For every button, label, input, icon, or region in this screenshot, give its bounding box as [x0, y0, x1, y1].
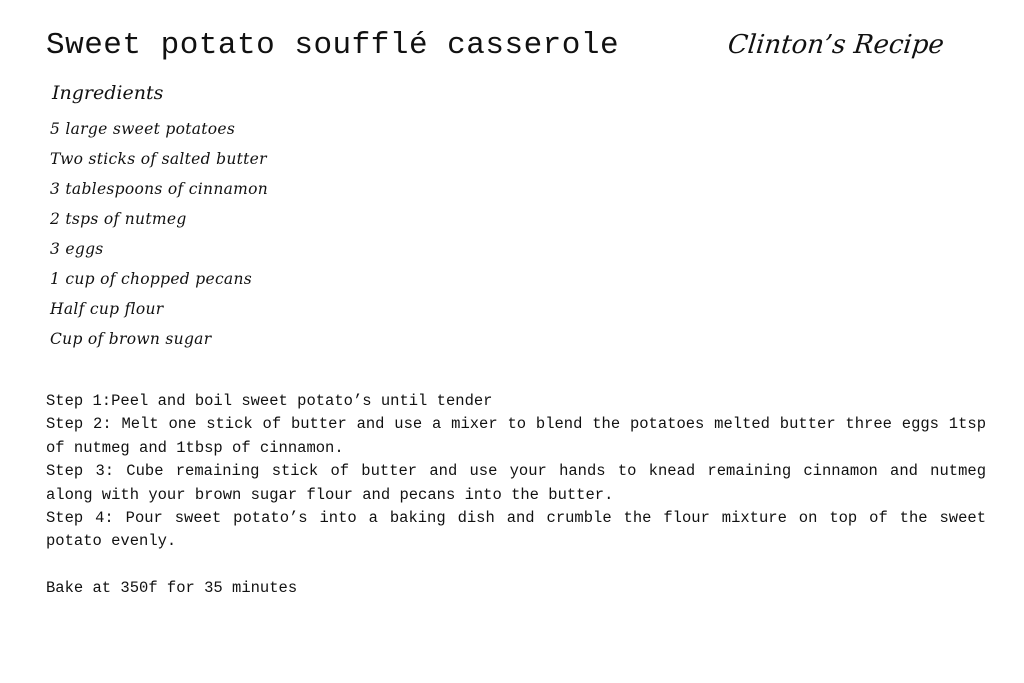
recipe-steps — [46, 390, 986, 554]
ingredient-item: 5 large sweet potatoes — [50, 120, 236, 138]
ingredient-item: 3 eggs — [50, 240, 104, 258]
step-4: Step 4: Pour sweet potato’s into a baking dish and crumble the flour mixture on top of the sweet potato evenly. — [46, 509, 986, 551]
ingredients-heading: Ingredients — [52, 82, 164, 104]
ingredient-item: Cup of brown sugar — [50, 330, 212, 348]
ingredients-list — [50, 114, 268, 354]
ingredient-item: 3 tablespoons of cinnamon — [50, 180, 269, 198]
ingredient-item: Half cup flour — [50, 300, 164, 318]
ingredient-item: Two sticks of salted butter — [50, 150, 267, 168]
ingredient-item: 1 cup of chopped pecans — [50, 270, 253, 288]
step-1: Step 1:Peel and boil sweet potato’s until tender — [46, 392, 493, 410]
step-3: Step 3: Cube remaining stick of butter and use your hands to knead remaining cinnamon and nutmeg along with your brown sugar flour and pecans into the butter. — [46, 462, 986, 504]
recipe-title: Sweet potato soufflé casserole — [46, 28, 620, 63]
bake-instruction: Bake at 350f for 35 minutes — [46, 579, 298, 597]
step-2: Step 2: Melt one stick of butter and use a mixer to blend the potatoes melted butter three eggs 1tsp of nutmeg and 1tbsp of cinnamon. — [46, 415, 986, 457]
ingredient-item: 2 tsps of nutmeg — [50, 210, 187, 228]
recipe-attribution: Clinton’s Recipe — [726, 30, 946, 60]
